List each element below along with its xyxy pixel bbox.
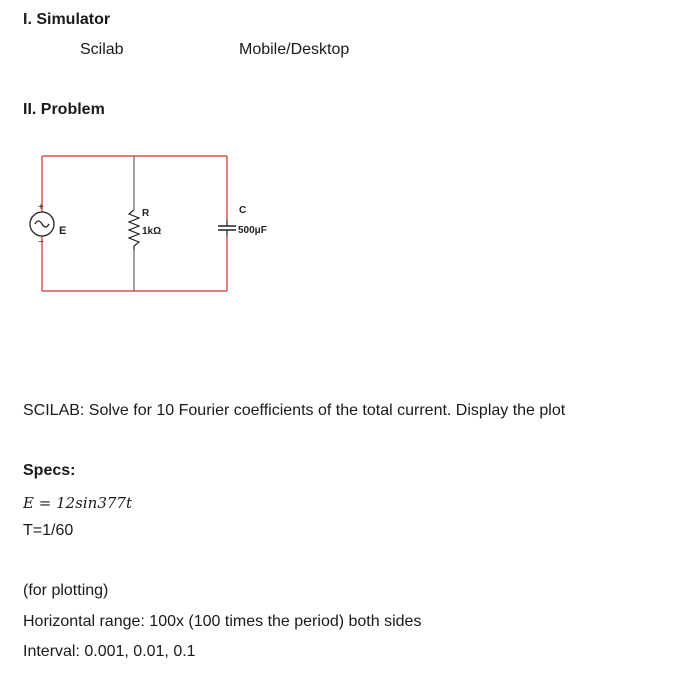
task-description: SCILAB: Solve for 10 Fourier coefficients of the total current. Display the plot: [23, 402, 566, 419]
source-minus-sign: −: [38, 237, 44, 248]
section-problem-heading: II. Problem: [23, 101, 105, 118]
plotting-note: (for plotting): [23, 582, 109, 599]
simulator-option-scilab: Scilab: [80, 41, 124, 58]
source-label: E: [59, 225, 67, 237]
resistor-name: R: [142, 208, 150, 219]
ac-source-icon: [30, 212, 54, 236]
interval-spec: Interval: 0.001, 0.01, 0.1: [23, 643, 196, 660]
resistor-value: 1kΩ: [142, 226, 162, 237]
horizontal-range-spec: Horizontal range: 100x (100 times the period) both sides: [23, 613, 422, 630]
section-simulator-heading: I. Simulator: [23, 11, 111, 28]
capacitor-name: C: [239, 205, 247, 216]
equation-equals: =: [38, 494, 52, 512]
source-plus-sign: +: [38, 202, 44, 213]
capacitor-value: 500μF: [238, 225, 267, 236]
capacitor-icon: [218, 226, 236, 230]
simulator-option-mobile-desktop: Mobile/Desktop: [239, 41, 350, 58]
equation-e: [23, 494, 132, 512]
equation-lhs: E: [23, 494, 34, 512]
resistor-icon: [129, 210, 139, 250]
equation-rhs: 12sin377t: [56, 494, 132, 512]
specs-heading: Specs:: [23, 462, 76, 479]
circuit-diagram: [0, 0, 689, 300]
period-spec: T=1/60: [23, 522, 74, 539]
